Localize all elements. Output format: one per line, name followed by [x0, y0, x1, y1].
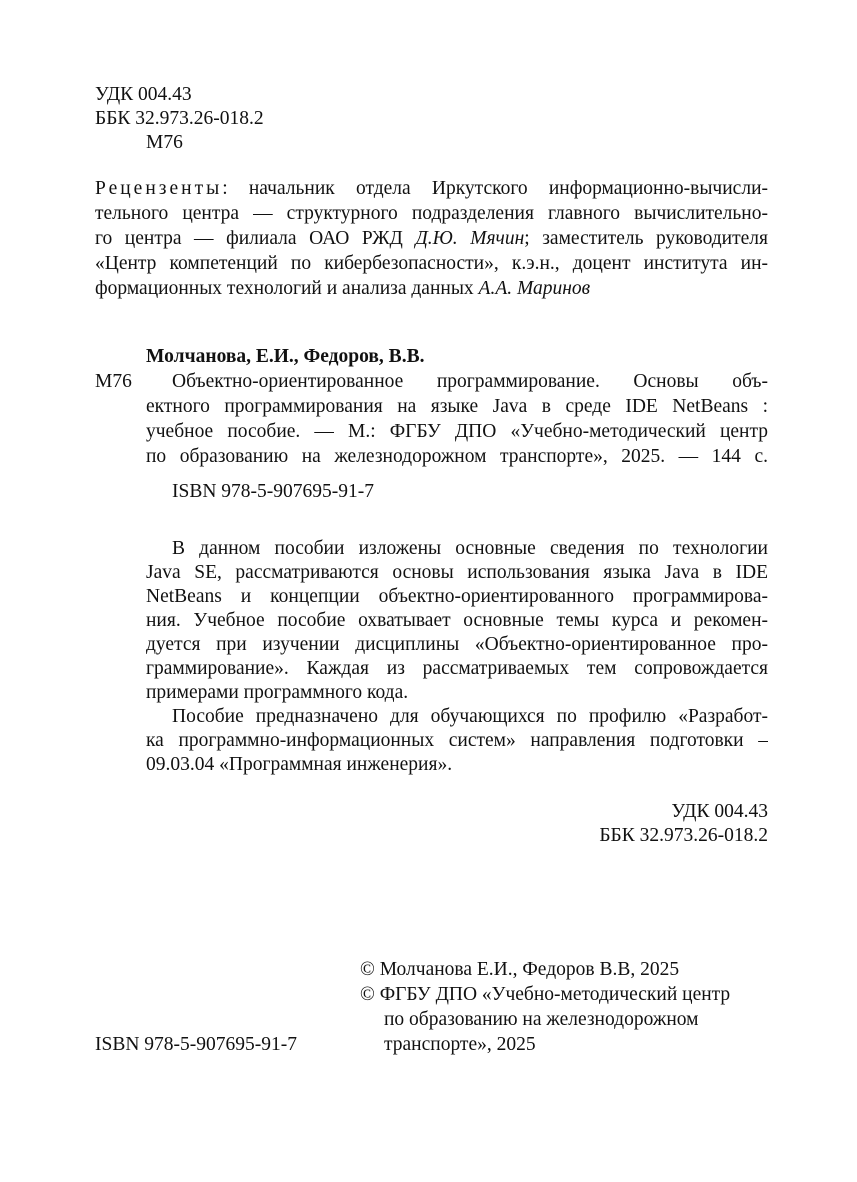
abstract-line: граммирование». Каждая из рассматриваемых тем сопровождается	[146, 658, 768, 679]
bbk-code: ББК 32.973.26-018.2	[95, 108, 264, 129]
abstract-line: Java SE, рассматриваются основы использования языка Java в IDE	[146, 562, 768, 583]
text: ; заместитель руководителя	[524, 228, 768, 249]
reviewers-line: тельного центра — структурного подразделения главного вычислительно-	[95, 203, 768, 224]
copyright-line: © Молчанова Е.И., Федоров В.В, 2025	[360, 959, 680, 980]
bib-line: по образованию на железнодорожном транспорте», 2025. — 144 с.	[146, 446, 768, 467]
copyright-line: © ФГБУ ДПО «Учебно-методический центр	[360, 984, 731, 1005]
author-mark: М76	[146, 132, 183, 153]
isbn-bottom: ISBN 978-5-907695-91-7	[95, 1034, 298, 1055]
bib-line: ектного программирования на языке Java в среде IDE NetBeans :	[146, 396, 768, 417]
udk-code-footer: УДК 004.43	[671, 801, 768, 822]
abstract-line: Пособие предназначено для обучающихся по профилю «Разработ-	[172, 706, 768, 727]
authors: Молчанова, Е.И., Федоров, В.В.	[146, 346, 425, 367]
abstract-line: 09.03.04 «Программная инженерия».	[146, 754, 453, 775]
bbk-code-footer: ББК 32.973.26-018.2	[599, 825, 768, 846]
abstract-line: примерами программного кода.	[146, 682, 409, 703]
copyright-line: транспорте», 2025	[384, 1034, 536, 1055]
bib-line: Объектно-ориентированное программирование. Основы объ-	[172, 371, 768, 392]
abstract-line: NetBeans и концепции объектно-ориентированного программирова-	[146, 586, 768, 607]
reviewer-name: Д.Ю. Мячин	[415, 228, 525, 249]
copyright-line: по образованию на железнодорожном	[384, 1009, 699, 1030]
abstract-line: ния. Учебное пособие охватывает основные темы курса и рекомен-	[146, 610, 768, 631]
reviewers-line	[95, 277, 768, 301]
reviewers-line	[95, 177, 768, 201]
reviewers-label: Рецензенты	[95, 178, 223, 199]
udk-code: УДК 004.43	[95, 84, 192, 105]
isbn: ISBN 978-5-907695-91-7	[172, 481, 375, 502]
abstract-line: В данном пособии изложены основные сведения по технологии	[172, 538, 768, 559]
bib-line: учебное пособие. — М.: ФГБУ ДПО «Учебно-методический центр	[146, 421, 768, 442]
abstract-line: дуется при изучении дисциплины «Объектно-ориентированное про-	[146, 634, 768, 655]
text: : начальник отдела Иркутского информационно-вычисли-	[222, 178, 768, 199]
reviewer-name: А.А. Маринов	[478, 278, 591, 299]
reviewers-line	[95, 227, 768, 251]
abstract-line: ка программно-информационных систем» направления подготовки –	[146, 730, 768, 751]
text: го центра — филиала ОАО РЖД	[95, 228, 416, 249]
author-mark: М76	[95, 371, 132, 392]
text: формационных технологий и анализа данных	[95, 278, 479, 299]
reviewers-line: «Центр компетенций по кибербезопасности», к.э.н., доцент института ин-	[95, 253, 768, 274]
